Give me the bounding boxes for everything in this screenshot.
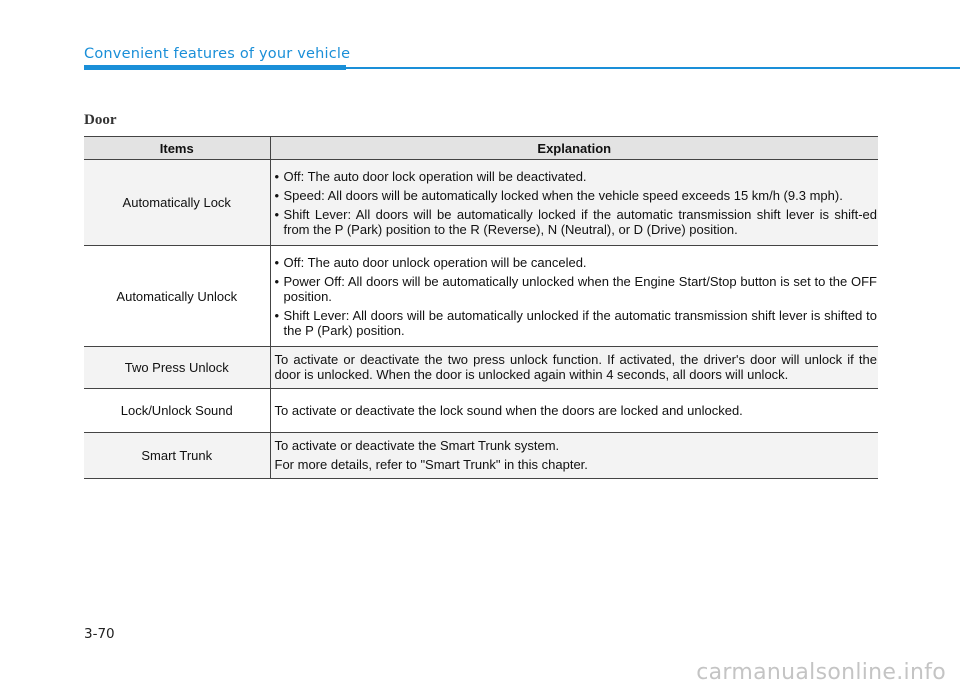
explanation-text: To activate or deactivate the lock sound when the doors are locked and unlocked. bbox=[274, 402, 743, 418]
item-automatically-lock: Automatically Lock bbox=[84, 160, 270, 246]
door-settings-table bbox=[84, 136, 878, 479]
item-automatically-unlock: Automatically Unlock bbox=[84, 246, 270, 347]
explanation-text: For more details, refer to "Smart Trunk" in this chapter. bbox=[274, 457, 588, 472]
item-lock-unlock-sound: Lock/Unlock Sound bbox=[84, 389, 270, 433]
list-item: • Off: The auto door lock operation will be deactivated. bbox=[275, 169, 878, 184]
explanation-cell bbox=[270, 160, 878, 246]
table-row bbox=[84, 347, 878, 389]
column-header-items: Items bbox=[84, 137, 270, 160]
section-title: Door bbox=[84, 112, 117, 128]
item-two-press-unlock: Two Press Unlock bbox=[84, 347, 270, 389]
table-row bbox=[84, 389, 878, 433]
explanation-cell bbox=[270, 389, 878, 433]
page-number: 3-70 bbox=[84, 626, 115, 642]
header-rule-accent bbox=[84, 65, 346, 70]
explanation-cell bbox=[270, 433, 878, 479]
table-row bbox=[84, 160, 878, 246]
list-item: • Off: The auto door unlock operation will be canceled. bbox=[275, 255, 878, 270]
explanation-text: To activate or deactivate the Smart Trunk system. bbox=[274, 438, 560, 453]
explanation-cell bbox=[270, 246, 878, 347]
watermark: carmanualsonline.info bbox=[696, 660, 946, 685]
column-header-explanation: Explanation bbox=[270, 137, 878, 160]
list-item: • Speed: All doors will be automatically locked when the vehicle speed exceeds 15 km/h (9.3 mph). bbox=[275, 188, 878, 203]
header-rule bbox=[346, 67, 960, 69]
explanation-text: To activate or deactivate the two press unlock function. If activated, the driver's door will unlock if the door is unlocked. When the door is unlocked again within 4 seconds, all doors will unlock. bbox=[274, 352, 877, 382]
list-item: • Power Off: All doors will be automatically unlocked when the Engine Start/Stop button is set to the OFF position. bbox=[275, 274, 878, 304]
list-item: • Shift Lever: All doors will be automatically locked if the automatic transmission shift lever is shift-ed from the P (Park) position to the R (Reverse), N (Neutral), or D (Drive) position. bbox=[275, 207, 878, 237]
table-row bbox=[84, 433, 878, 479]
item-smart-trunk: Smart Trunk bbox=[84, 433, 270, 479]
list-item: • Shift Lever: All doors will be automatically unlocked if the automatic transmission shift lever is shifted to the P (Park) position. bbox=[275, 308, 878, 338]
explanation-cell bbox=[270, 347, 878, 389]
table-row bbox=[84, 246, 878, 347]
table-header-row bbox=[84, 137, 878, 160]
chapter-title: Convenient features of your vehicle bbox=[84, 46, 351, 62]
